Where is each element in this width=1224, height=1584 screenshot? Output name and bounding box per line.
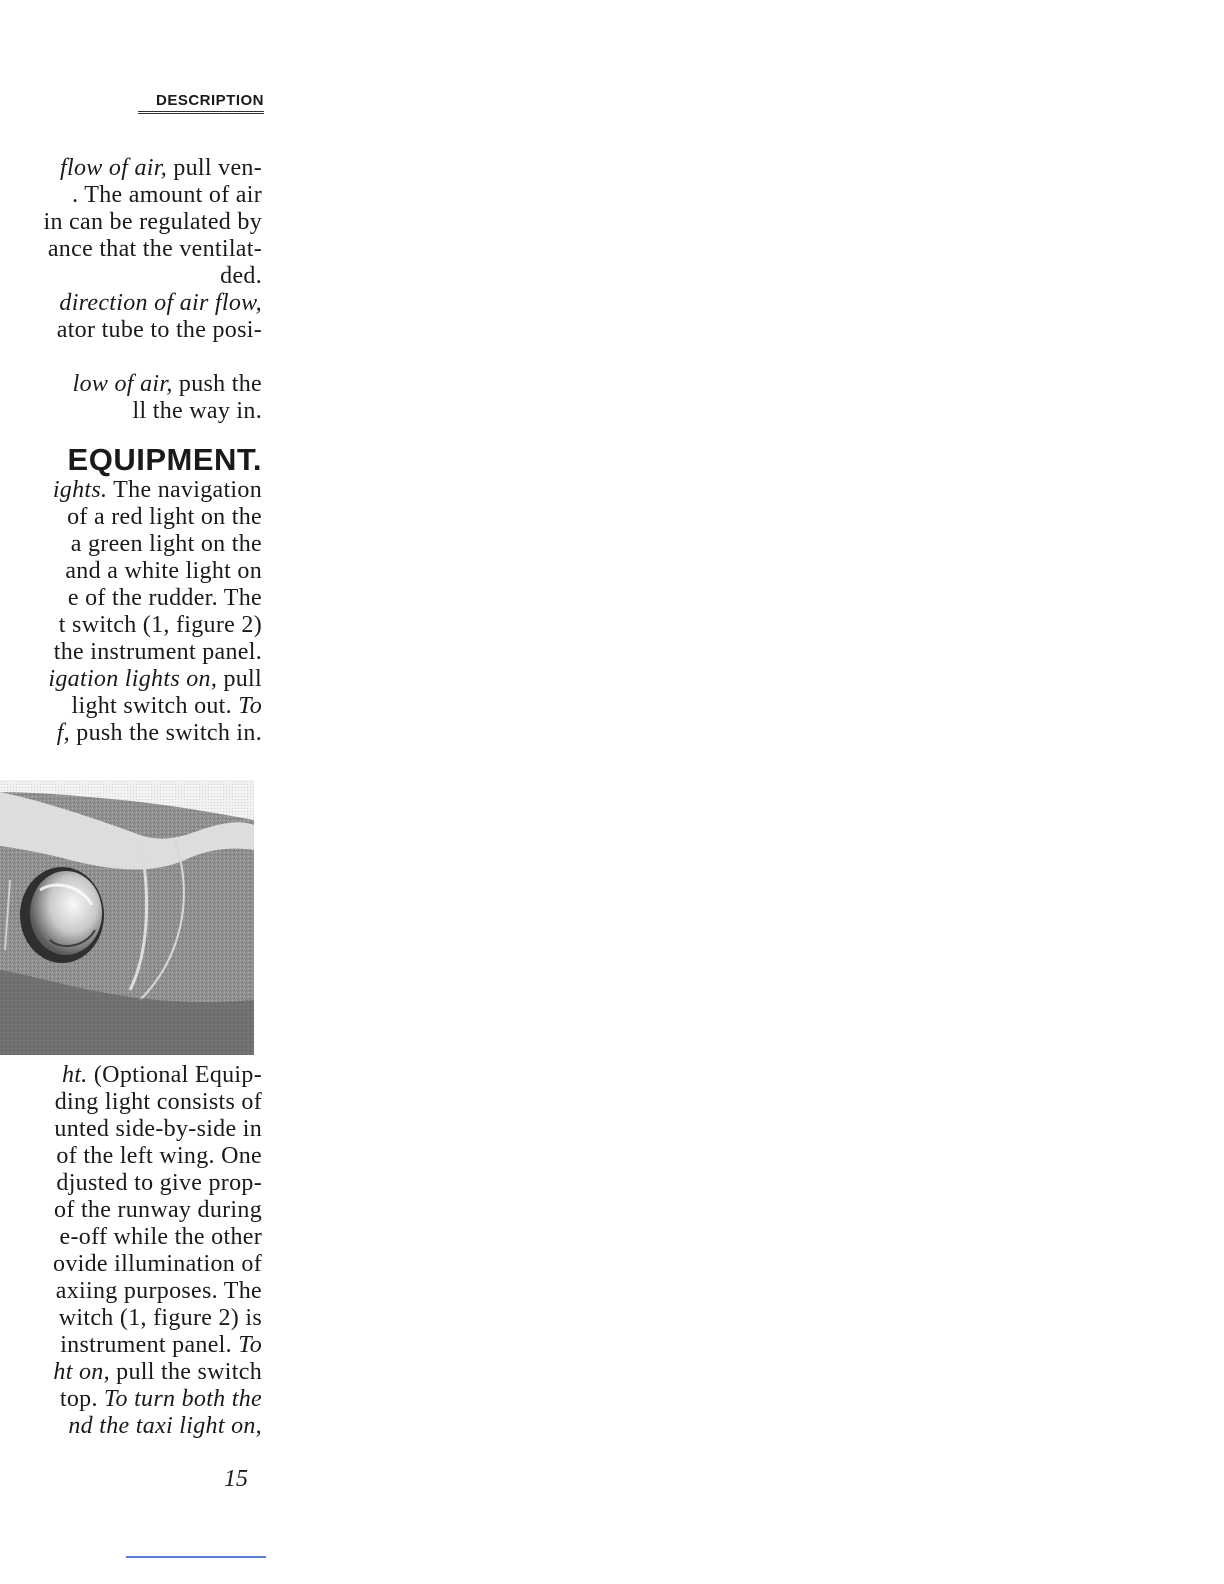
text-line [0, 1143, 262, 1170]
text-run: pull [217, 666, 262, 692]
text-run: of the runway during [54, 1197, 262, 1223]
text-line [0, 531, 262, 558]
italic-phrase: igation lights on, [48, 666, 218, 692]
text-run: . The amount of air [72, 182, 262, 208]
section-header: DESCRIPTION [138, 92, 264, 114]
text-line [0, 1170, 262, 1197]
equipment-heading-block [0, 443, 262, 477]
text-line [0, 720, 262, 747]
text-line [0, 1089, 262, 1116]
landing-light-photo [0, 780, 254, 1055]
text-line [0, 558, 262, 585]
text-line [0, 477, 262, 504]
text-line [0, 1332, 262, 1359]
text-run: push the [172, 371, 262, 397]
text-run: e-off while the other [59, 1224, 262, 1250]
text-run: The navigation [107, 477, 262, 503]
italic-phrase: To [238, 1332, 262, 1358]
ventilation-text-block [0, 155, 262, 425]
text-run: ator tube to the posi- [56, 317, 262, 343]
text-run: push the switch in. [70, 720, 262, 746]
text-run: of the left wing. One [56, 1143, 262, 1169]
text-line [0, 317, 262, 344]
text-line [0, 1197, 262, 1224]
text-run: unted side-by-side in [54, 1116, 262, 1142]
text-line [0, 1413, 262, 1440]
text-run: pull ven- [167, 155, 262, 181]
text-run: ovide illumination of [53, 1251, 262, 1277]
text-run: top. [59, 1386, 105, 1412]
text-run: instrument panel. [60, 1332, 239, 1358]
text-line [0, 182, 262, 209]
navigation-lights-text-block [0, 477, 262, 747]
text-line [0, 666, 262, 693]
text-line [0, 155, 262, 182]
text-line [0, 1116, 262, 1143]
text-run: light switch out. [71, 693, 239, 719]
text-line [0, 236, 262, 263]
text-run: of a red light on the [67, 504, 262, 530]
text-line [0, 612, 262, 639]
text-line [0, 398, 262, 425]
text-line [0, 1278, 262, 1305]
text-line [0, 1386, 262, 1413]
text-run: e of the rudder. The [67, 585, 262, 611]
text-line [0, 504, 262, 531]
text-run: t switch (1, figure 2) [58, 612, 262, 638]
text-run: a green light on the [70, 531, 262, 557]
text-run: axiing purposes. The [55, 1278, 262, 1304]
italic-phrase: To turn both the [104, 1386, 262, 1412]
bottom-rule [126, 1556, 266, 1558]
text-run: in can be regulated by [43, 209, 262, 235]
italic-phrase: ights. [52, 477, 108, 503]
italic-phrase: To [238, 693, 262, 719]
text-line [0, 371, 262, 398]
italic-phrase: low of air, [72, 371, 173, 397]
text-line [0, 1305, 262, 1332]
text-line [0, 585, 262, 612]
text-line [0, 1251, 262, 1278]
text-run: ll the way in. [132, 398, 262, 424]
landing-light-illustration [0, 780, 254, 1055]
italic-phrase: nd the taxi light on, [68, 1413, 262, 1439]
text-run: witch (1, figure 2) is [58, 1305, 262, 1331]
italic-phrase: ht on, [53, 1359, 110, 1385]
text-line [0, 290, 262, 317]
text-line [0, 1224, 262, 1251]
text-line [0, 693, 262, 720]
italic-phrase: ht. [62, 1062, 88, 1088]
text-run: and a white light on [65, 558, 262, 584]
text-line [0, 209, 262, 236]
text-run: ding light consists of [54, 1089, 262, 1115]
text-run: pull the switch [109, 1359, 262, 1385]
italic-phrase: direction of air flow, [59, 290, 262, 316]
text-line [0, 1359, 262, 1386]
text-line [0, 344, 262, 371]
text-run: the instrument panel. [53, 639, 262, 665]
italic-phrase: f, [56, 720, 70, 746]
text-run: (Optional Equip- [87, 1062, 262, 1088]
text-line [0, 1062, 262, 1089]
italic-phrase: flow of air, [60, 155, 168, 181]
landing-light-text-block [0, 1062, 262, 1440]
text-run: ance that the ventilat- [47, 236, 262, 262]
equipment-heading: EQUIPMENT. [67, 443, 262, 477]
page-number: 15 [224, 1466, 248, 1492]
text-line [0, 639, 262, 666]
text-line [0, 263, 262, 290]
text-run: djusted to give prop- [56, 1170, 262, 1196]
text-run: ded. [220, 263, 262, 289]
